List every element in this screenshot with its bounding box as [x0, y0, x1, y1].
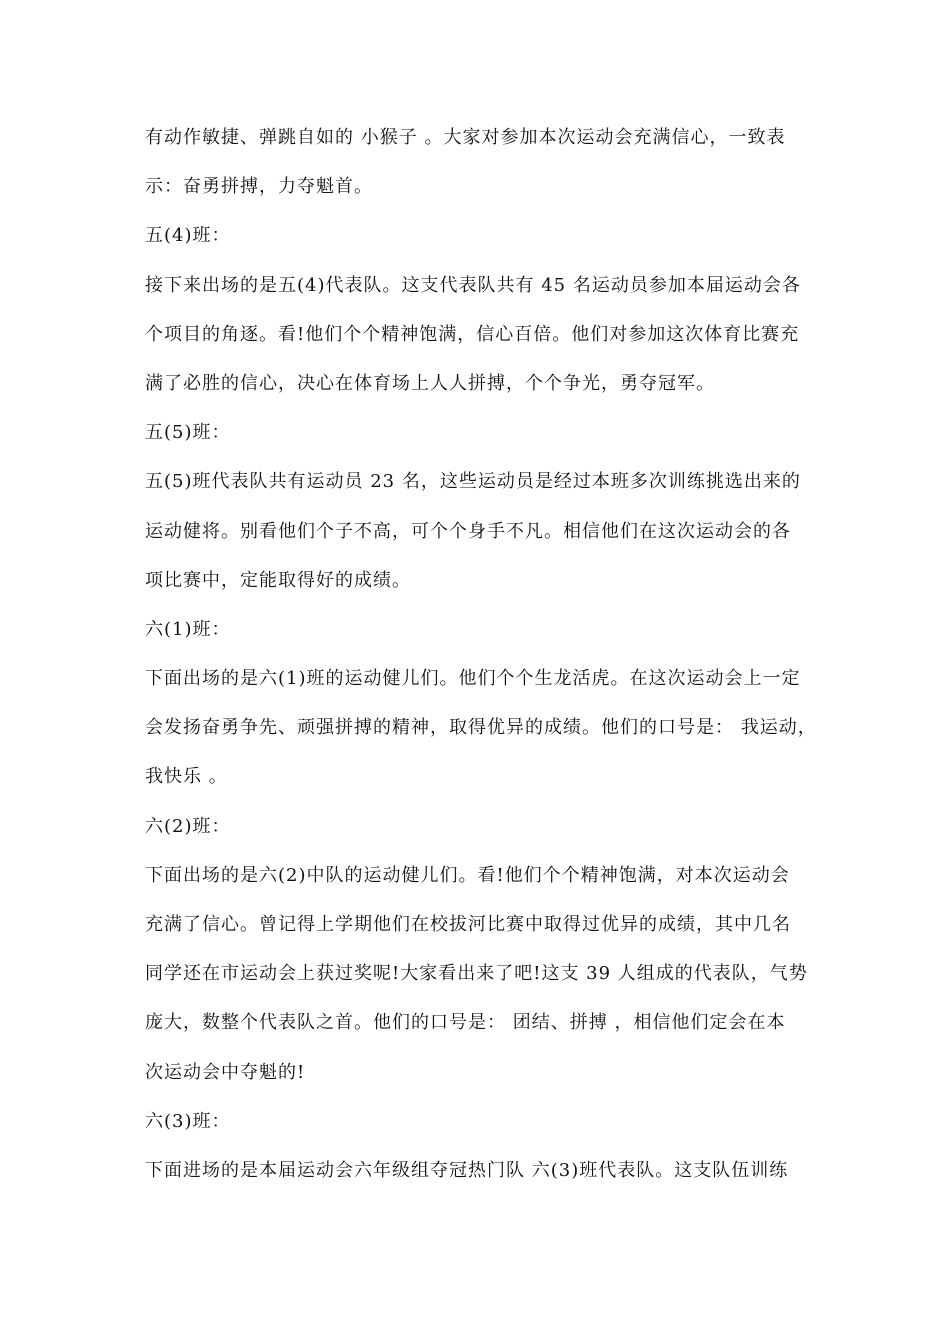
class-heading: 五(5)班：	[145, 422, 231, 444]
text-line: 项比赛中，定能取得好的成绩。	[145, 569, 411, 591]
class-heading: 六(3)班：	[145, 1110, 231, 1132]
text-line: 同学还在市运动会上获过奖呢!大家看出来了吧!这支 39 人组成的代表队，气势	[145, 963, 808, 985]
text-line: 五(5)班代表队共有运动员 23 名，这些运动员是经过本班多次训练挑选出来的	[145, 471, 801, 493]
class-heading: 六(1)班：	[145, 618, 231, 640]
text-line: 我快乐 。	[145, 766, 228, 788]
text-line: 庞大，数整个代表队之首。他们的口号是： 团结、拼搏 ，相信他们定会在本	[145, 1012, 786, 1034]
text-line: 接下来出场的是五(4)代表队。这支代表队共有 45 名运动员参加本届运动会各	[145, 274, 801, 296]
document-body	[145, 122, 815, 1204]
text-line: 有动作敏捷、弹跳自如的 小猴子 。大家对参加本次运动会充满信心，一致表	[145, 127, 786, 148]
class-heading: 六(2)班：	[145, 815, 231, 837]
text-line: 会发扬奋勇争先、顽强拼搏的精神，取得优异的成绩。他们的口号是： 我运动，	[145, 717, 817, 739]
text-line: 个项目的角逐。看!他们个个精神饱满，信心百倍。他们对参加这次体育比赛充	[145, 323, 800, 345]
text-line: 次运动会中夺魁的!	[145, 1061, 306, 1083]
text-line: 运动健将。别看他们个子不高，可个个身手不凡。相信他们在这次运动会的各	[145, 520, 791, 542]
text-line: 满了必胜的信心，决心在体育场上人人拼搏，个个争光，勇夺冠军。	[145, 372, 715, 394]
text-line: 充满了信心。曾记得上学期他们在校拔河比赛中取得过优异的成绩，其中几名	[145, 914, 791, 935]
text-line: 示：奋勇拼搏，力夺魁首。	[145, 176, 373, 198]
text-line: 下面出场的是六(2)中队的运动健儿们。看!他们个个精神饱满，对本次运动会	[145, 864, 790, 886]
text-line: 下面出场的是六(1)班的运动健儿们。他们个个生龙活虎。在这次运动会上一定	[145, 668, 801, 690]
class-heading: 五(4)班：	[145, 225, 231, 247]
text-line: 下面进场的是本届运动会六年级组夺冠热门队 六(3)班代表队。这支队伍训练	[145, 1159, 789, 1181]
